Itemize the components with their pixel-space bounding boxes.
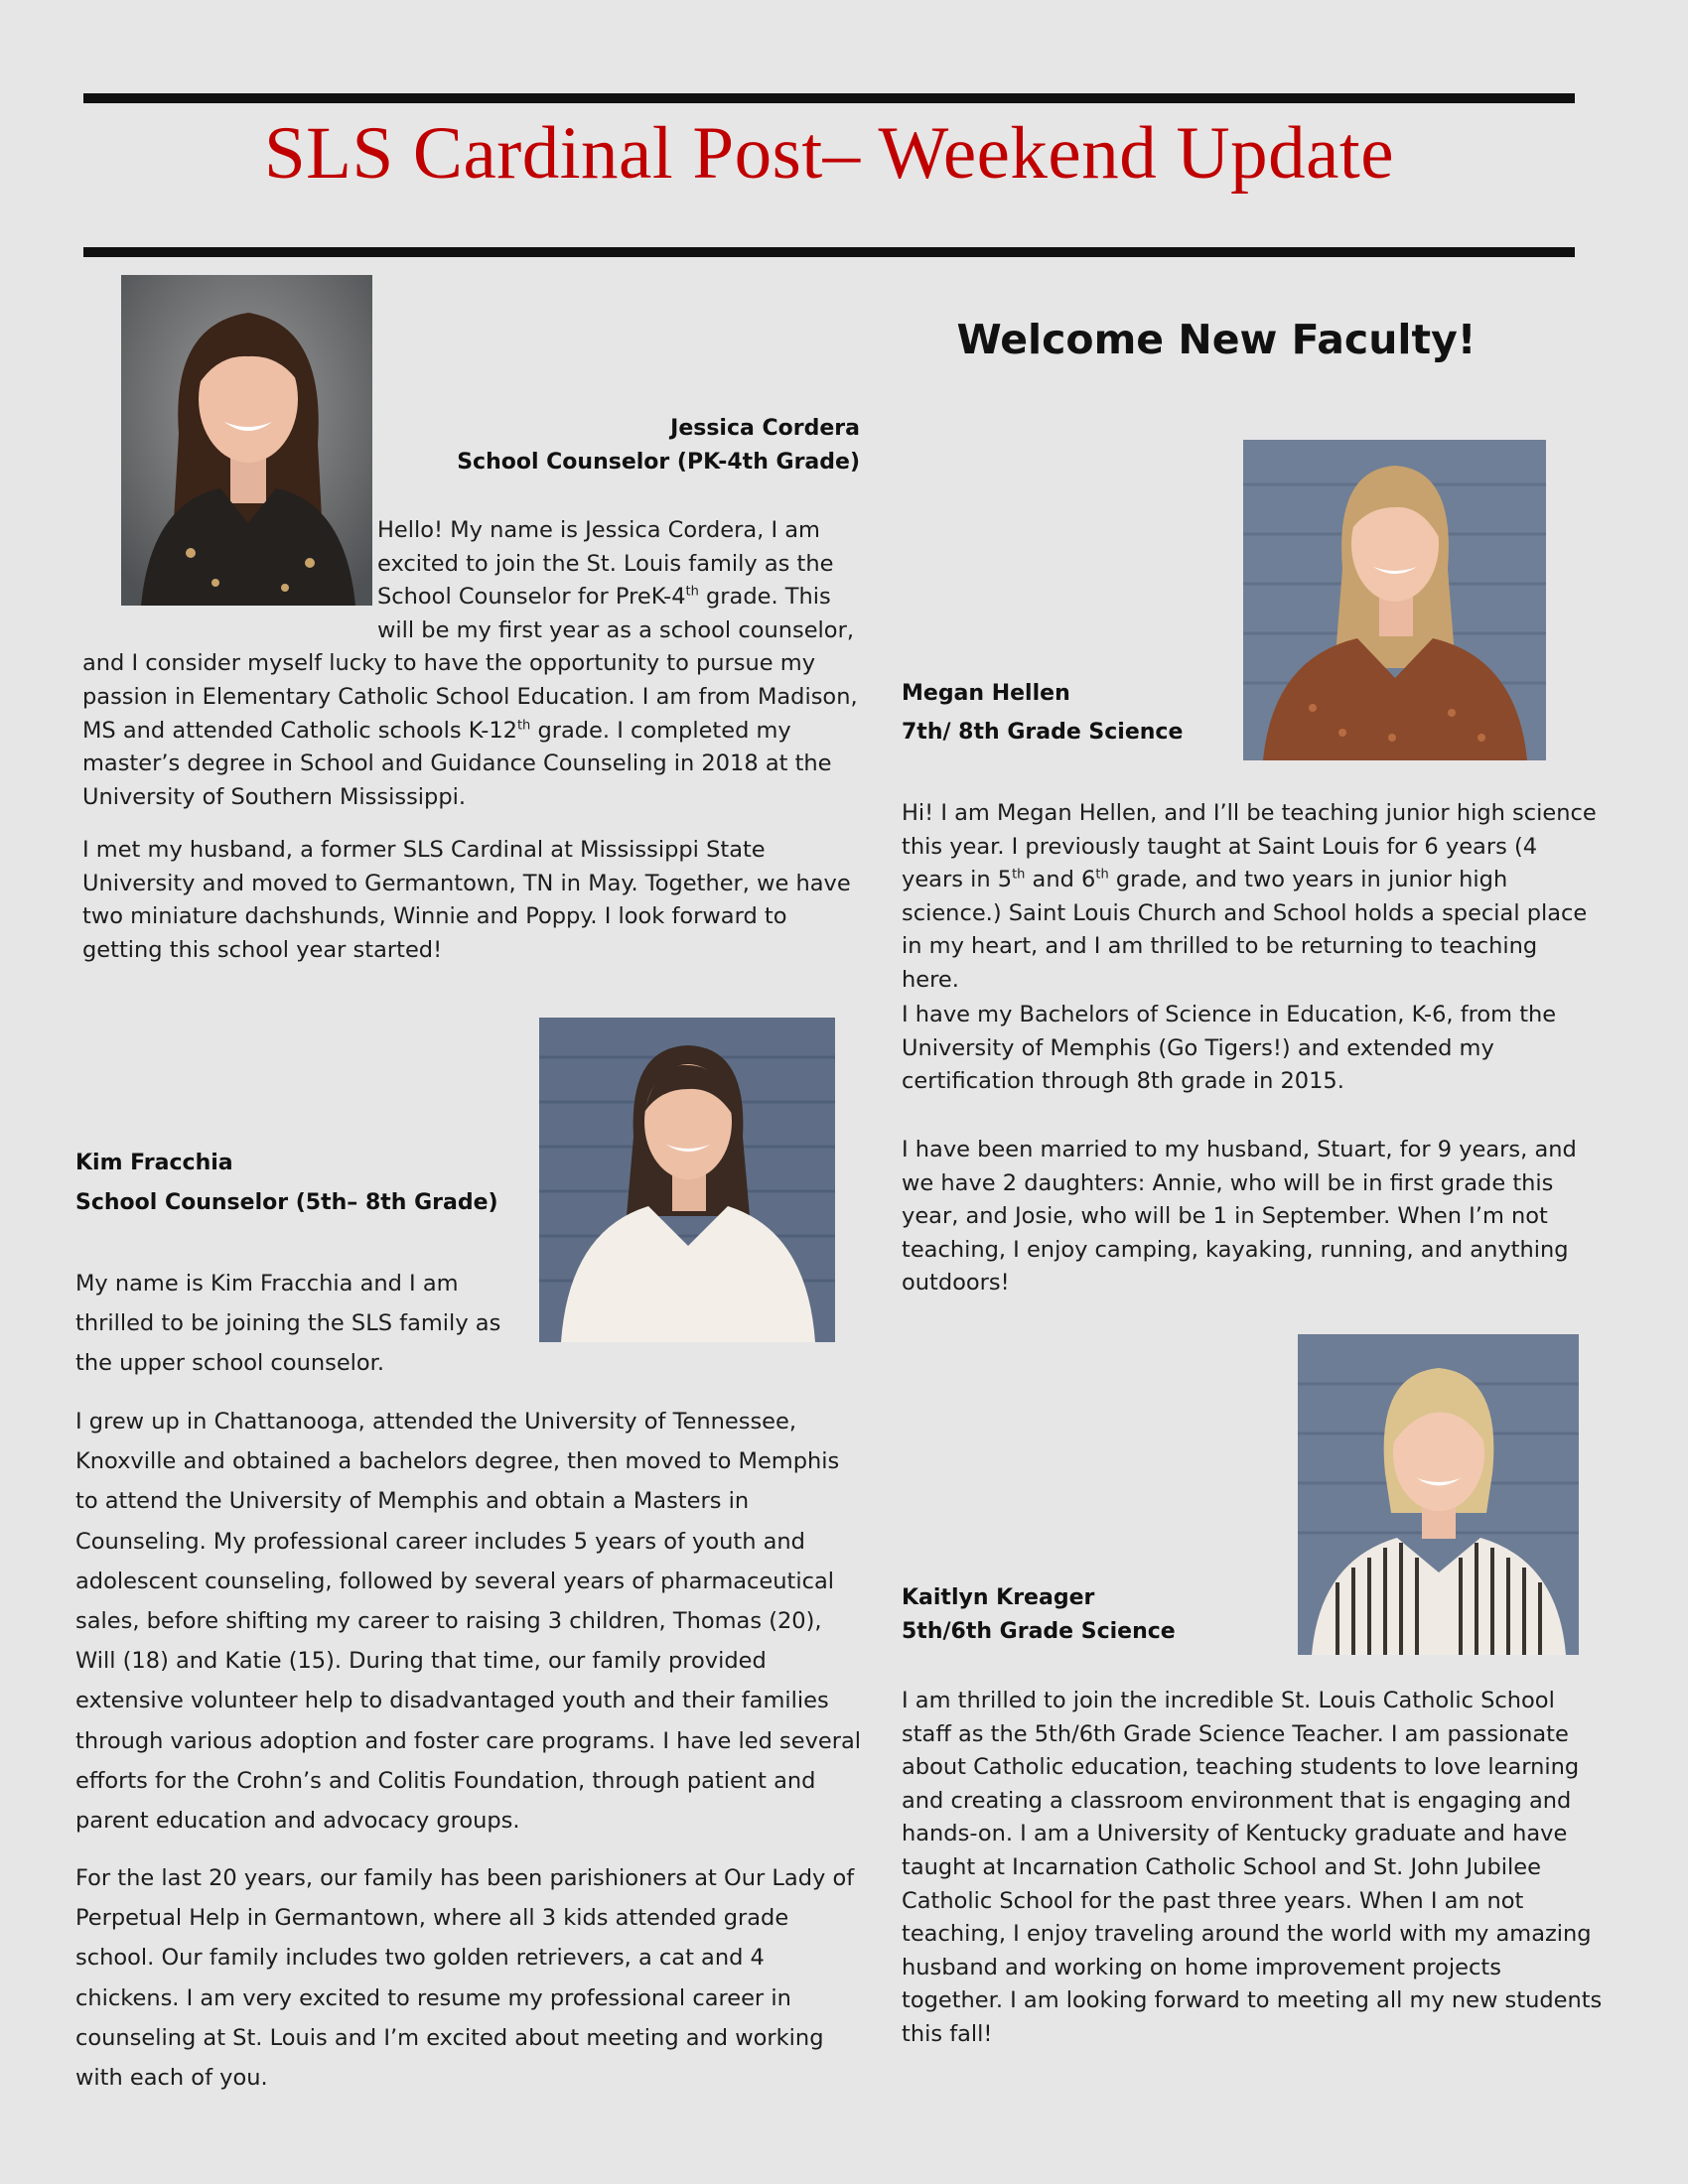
megan-hellen-photo (1243, 440, 1546, 760)
megan-hellen-bio-2: I have my Bachelors of Science in Education, K-6, from the University of Memphis (Go Tigers!) and extended my certification through 8th grade in 2015. (902, 1002, 1557, 1095)
kaitlyn-kreager-name: Kaitlyn Kreager (902, 1585, 1095, 1610)
kim-fracchia-name: Kim Fracchia (75, 1151, 233, 1175)
welcome-new-faculty-heading: Welcome New Faculty! (956, 316, 1477, 363)
kim-fracchia-bio-3: For the last 20 years, our family has been parishioners at Our Lady of Perpetual Help in Germantown, where all 3 kids attended grade school. Our family includes two golden retrievers, a cat and 4 chickens. I am very excited to resume my professional career in counseling at St. Louis and I’m excited about meeting and working with each of you. (75, 1865, 855, 2092)
megan-hellen-name: Megan Hellen (902, 681, 1070, 706)
kaitlyn-kreager-bio: I am thrilled to join the incredible St. Louis Catholic School staff as the 5th/6th Grade Science Teacher. I am passionate about Catholic education, teaching students to love learning and creating a classroom environment that is engaging and hands-on. I am a University of Kentucky graduate and have taught at Incarnation Catholic School and St. John Jubilee Catholic School for the past three years. When I am not teaching, I enjoy traveling around the world with my amazing husband and working on home improvement projects together. I am looking forward to meeting all my new students this fall! (902, 1688, 1603, 2047)
kim-fracchia-role: School Counselor (5th– 8th Grade) (75, 1190, 498, 1215)
kaitlyn-kreager-role: 5th/6th Grade Science (902, 1619, 1176, 1644)
masthead-top-rule (83, 93, 1575, 103)
megan-hellen-bio-3: I have been married to my husband, Stuart, for 9 years, and we have 2 daughters: Annie, who will be in first grade this year, and Josie, who will be 1 in September. When I’m not teaching, I enjoy camping, kayaking, running, and anything outdoors! (902, 1137, 1577, 1297)
kaitlyn-kreager-photo (1298, 1334, 1579, 1655)
kim-fracchia-bio-2: I grew up in Chattanooga, attended the University of Tennessee, Knoxville and obtained a bachelors degree, then moved to Memphis to attend the University of Memphis and obtain a Masters in Counseling. My professional career includes 5 years of youth and adolescent counseling, followed by several years of pharmaceutical sales, before shifting my career to raising 3 children, Thomas (20), Will (18) and Katie (15). During that time, our family provided extensive volunteer help to disadvantaged youth and their families through various adoption and foster care programs. I have led several efforts for the Crohn’s and Colitis Foundation, through patient and parent education and advocacy groups. (75, 1409, 862, 1835)
jessica-cordera-name: Jessica Cordera (670, 416, 860, 441)
photo-wrap-spacer (82, 514, 377, 615)
megan-hellen-bio-1: Hi! I am Megan Hellen, and I’ll be teaching junior high science this year. I previously taught at Saint Louis for 6 years (4 years in 5th and 6th grade, and two years in junior high science.) Saint Louis Church and School holds a special place in my heart, and I am thrilled to be returning to teaching here. (902, 800, 1597, 993)
jessica-cordera-bio: Hello! My name is Jessica Cordera, I am excited to join the St. Louis family as the School Counselor for PreK-4th grade. This will be my first year as a school counselor, and I consider myself lucky to have the opportunity to pursue my passion in Elementary Catholic School Education. I am from Madison, MS and attended Catholic schools K-12th grade. I completed my master’s degree in School and Guidance Counseling in 2018 at the University of Southern Mississippi. (82, 514, 867, 814)
masthead-bottom-rule (83, 247, 1575, 257)
kim-fracchia-bio-1: My name is Kim Fracchia and I am thrilled to be joining the SLS family as the upper school counselor. (75, 1271, 501, 1377)
jessica-cordera-role: School Counselor (PK-4th Grade) (457, 450, 860, 475)
kim-fracchia-photo (539, 1018, 835, 1342)
jessica-cordera-bio-2: I met my husband, a former SLS Cardinal at Mississippi State University and moved to Germantown, TN in May. Together, we have two miniature dachshunds, Winnie and Poppy. I look forward to getting this school year started! (82, 837, 851, 963)
masthead-title: SLS Cardinal Post– Weekend Update (263, 112, 1395, 195)
megan-hellen-role: 7th/ 8th Grade Science (902, 720, 1184, 745)
